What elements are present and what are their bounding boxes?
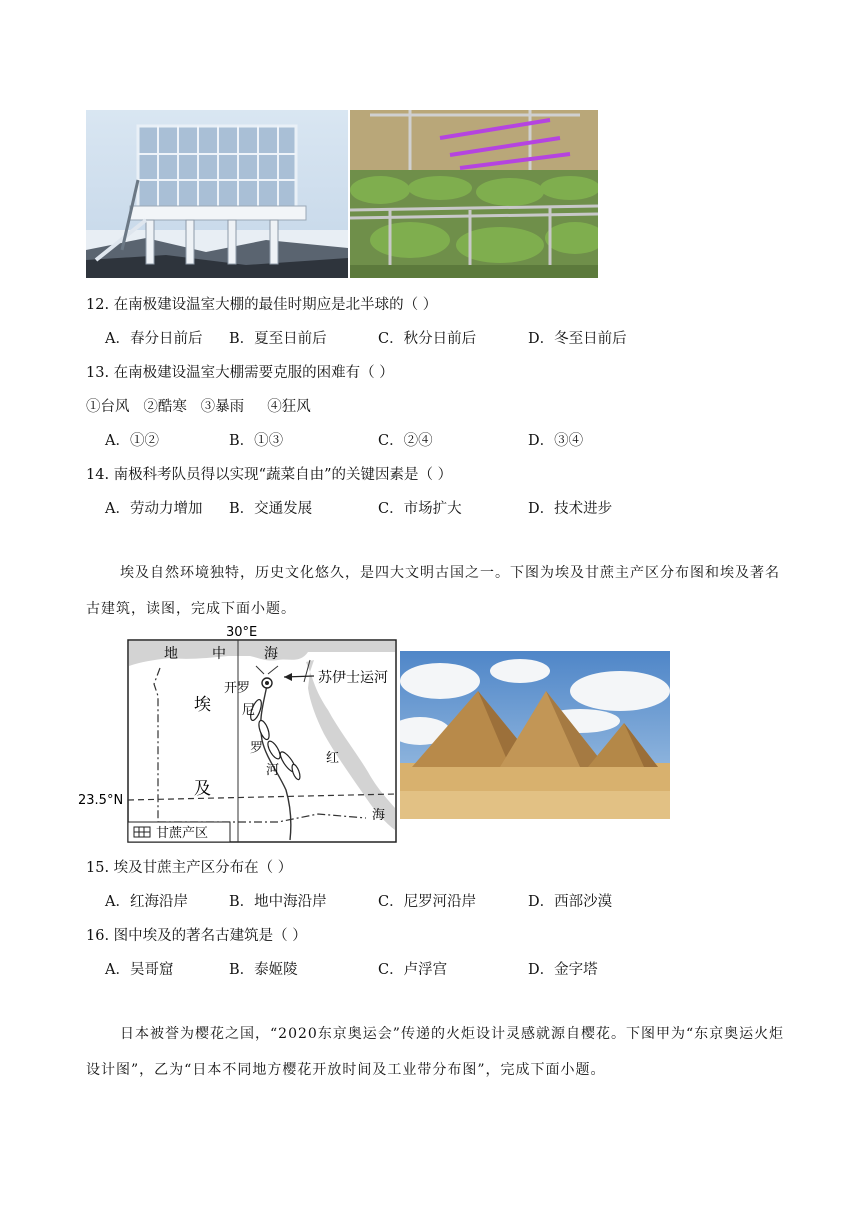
passage-japan: 日本被誉为樱花之国，“2020东京奥运会”传递的火炬设计灵感就源自樱花。下图甲为“东京奥运火炬设计图”，乙为“日本不同地方樱花开放时间及工业带分布图”，完成下面小题。 [86, 1026, 785, 1078]
pyramids-photo [400, 651, 670, 819]
cairo-label: 开罗 [224, 681, 251, 696]
option-c: C．尼罗河沿岸 [378, 894, 477, 910]
question-stem: 埃及甘蔗主产区分布在（ ） [113, 860, 293, 876]
option-a: A．春分日前后 [105, 331, 203, 347]
map-label: 埃 [194, 695, 211, 715]
map-label: 中 [212, 646, 226, 662]
option-a: A．劳动力增加 [105, 501, 203, 517]
map-label: 地 [164, 646, 178, 662]
passage-egypt: 埃及自然环境独特，历史文化悠久，是四大文明古国之一。下图为埃及甘蔗主产区分布图和埃及著名古建筑，读图，完成下面小题。 [86, 565, 780, 617]
map-label: 尼 [242, 703, 256, 718]
option-c: C．市场扩大 [378, 501, 462, 517]
question-14 [86, 463, 452, 484]
legend-label: 甘蔗产区 [156, 826, 209, 841]
question-12 [86, 293, 437, 314]
map-label: 红 [326, 751, 340, 766]
question-16 [86, 924, 307, 945]
map-label: 海 [372, 808, 386, 823]
question-stem: 图中埃及的著名古建筑是（ ） [113, 928, 307, 944]
greenhouse-exterior-photo [86, 110, 348, 278]
option-c: C．②④ [378, 433, 433, 449]
egypt-sugarcane-map [78, 622, 400, 846]
greenhouse-interior-photo [350, 110, 598, 278]
question-stem: 南极科考队员得以实现“蔬菜自由”的关键因素是（ ） [113, 467, 453, 483]
question-15 [86, 856, 292, 877]
option-d: D．技术进步 [528, 501, 613, 517]
map-label: 海 [264, 646, 278, 662]
question-13 [86, 361, 394, 382]
suez-canal-label: 苏伊士运河 [318, 670, 388, 686]
question-number: 14. [86, 467, 110, 483]
option-c: C．秋分日前后 [378, 331, 477, 347]
option-a: A．红海沿岸 [105, 894, 188, 910]
map-label: 河 [266, 763, 280, 778]
sugarcane-legend-swatch [134, 827, 150, 837]
option-b: B．①③ [229, 433, 284, 449]
question-number: 12. [86, 297, 110, 313]
question-stem: 在南极建设温室大棚需要克服的困难有（ ） [113, 365, 394, 381]
option-b: B．泰姬陵 [229, 962, 298, 978]
map-label: 罗 [250, 741, 264, 756]
option-b: B．地中海沿岸 [229, 894, 327, 910]
option-b: B．夏至日前后 [229, 331, 327, 347]
option-a: A．①② [105, 433, 159, 449]
question-number: 13. [86, 365, 110, 381]
longitude-label: 30°E [226, 625, 258, 640]
question-13-choices-note: ①台风 ②酷寒 ③暴雨 ④狂风 [86, 399, 311, 415]
option-d: D．③④ [528, 433, 584, 449]
option-c: C．卢浮宫 [378, 962, 448, 978]
option-b: B．交通发展 [229, 501, 313, 517]
option-a: A．吴哥窟 [105, 962, 174, 978]
latitude-label: 23.5°N [78, 793, 124, 808]
question-number: 16. [86, 928, 110, 944]
option-d: D．金字塔 [528, 962, 598, 978]
map-label: 及 [194, 779, 211, 799]
option-d: D．冬至日前后 [528, 331, 627, 347]
option-d: D．西部沙漠 [528, 894, 613, 910]
question-stem: 在南极建设温室大棚的最佳时期应是北半球的（ ） [113, 297, 438, 313]
question-number: 15. [86, 860, 110, 876]
